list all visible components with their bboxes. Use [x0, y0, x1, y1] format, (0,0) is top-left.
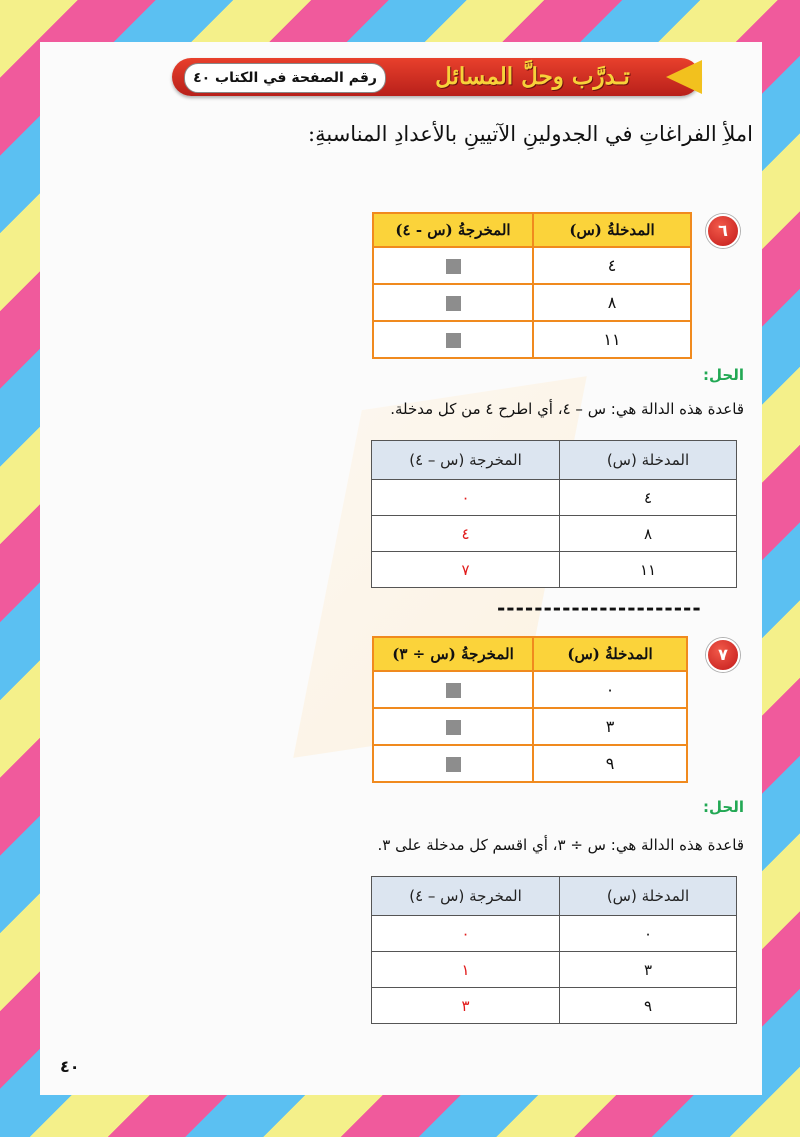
table-row — [372, 916, 737, 952]
question-number-badge: ٦ — [706, 214, 740, 248]
output-column-header: المخرجةُ (س - ٤) — [373, 213, 533, 247]
table-row — [373, 247, 691, 284]
table-header-row — [372, 441, 737, 480]
input-column-header: المدخلة (س) — [560, 877, 737, 916]
blank-square-icon — [446, 683, 461, 698]
table-row — [373, 708, 687, 745]
blank-square-icon — [446, 296, 461, 311]
input-cell: ١١ — [560, 552, 737, 588]
blank-cell — [373, 284, 533, 321]
section-title: تـدرَّب وحلَّ المسائل — [435, 63, 630, 90]
solution-label: الحل: — [703, 798, 744, 816]
section-divider: ---------------------- — [497, 596, 702, 620]
input-column-header: المدخلة (س) — [560, 441, 737, 480]
input-cell: ٤ — [533, 247, 691, 284]
table-row — [372, 480, 737, 516]
table-header-row — [372, 877, 737, 916]
input-cell: ٩ — [560, 988, 737, 1024]
instruction-text: املأِ الفراغاتِ في الجدولينِ الآتيينِ بالأعدادِ المناسبةِ: — [308, 122, 753, 146]
table-row — [373, 321, 691, 358]
banner-arrow-icon — [666, 60, 702, 94]
table-row — [372, 516, 737, 552]
book-page-reference: رقم الصفحة في الكتاب ٤٠ — [184, 63, 386, 93]
blank-cell — [373, 708, 533, 745]
table-header-row — [373, 213, 691, 247]
input-cell: ٠ — [560, 916, 737, 952]
answer-cell: ٠ — [372, 480, 560, 516]
blank-square-icon — [446, 757, 461, 772]
table-row — [373, 745, 687, 782]
input-cell: ٩ — [533, 745, 687, 782]
blank-cell — [373, 321, 533, 358]
answer-cell: ٠ — [372, 916, 560, 952]
table-row — [373, 284, 691, 321]
table-row — [373, 671, 687, 708]
table-row — [372, 988, 737, 1024]
blank-cell — [373, 247, 533, 284]
input-cell: ٨ — [533, 284, 691, 321]
blank-cell — [373, 671, 533, 708]
table-header-row — [373, 637, 687, 671]
question-number-badge: ٧ — [706, 638, 740, 672]
input-cell: ٣ — [560, 952, 737, 988]
input-cell: ١١ — [533, 321, 691, 358]
question-table — [372, 212, 692, 359]
blank-square-icon — [446, 333, 461, 348]
table-row — [372, 952, 737, 988]
answer-table — [371, 876, 737, 1024]
output-column-header: المخرجةُ (س ÷ ٣) — [373, 637, 533, 671]
output-column-header: المخرجة (س – ٤) — [372, 877, 560, 916]
table-row — [372, 552, 737, 588]
input-column-header: المدخلةُ (س) — [533, 213, 691, 247]
question-table — [372, 636, 688, 783]
page-number: ٤٠ — [60, 1057, 80, 1076]
answer-cell: ٤ — [372, 516, 560, 552]
input-column-header: المدخلةُ (س) — [533, 637, 687, 671]
answer-table — [371, 440, 737, 588]
input-cell: ٤ — [560, 480, 737, 516]
input-cell: ٠ — [533, 671, 687, 708]
solution-label: الحل: — [703, 366, 744, 384]
blank-square-icon — [446, 259, 461, 274]
function-rule-text: قاعدة هذه الدالة هي: س ÷ ٣، أي اقسم كل مدخلة على ٣. — [377, 836, 744, 854]
input-cell: ٣ — [533, 708, 687, 745]
output-column-header: المخرجة (س – ٤) — [372, 441, 560, 480]
blank-cell — [373, 745, 533, 782]
blank-square-icon — [446, 720, 461, 735]
answer-cell: ١ — [372, 952, 560, 988]
input-cell: ٨ — [560, 516, 737, 552]
function-rule-text: قاعدة هذه الدالة هي: س – ٤، أي اطرح ٤ من كل مدخلة. — [390, 400, 744, 418]
answer-cell: ٣ — [372, 988, 560, 1024]
answer-cell: ٧ — [372, 552, 560, 588]
